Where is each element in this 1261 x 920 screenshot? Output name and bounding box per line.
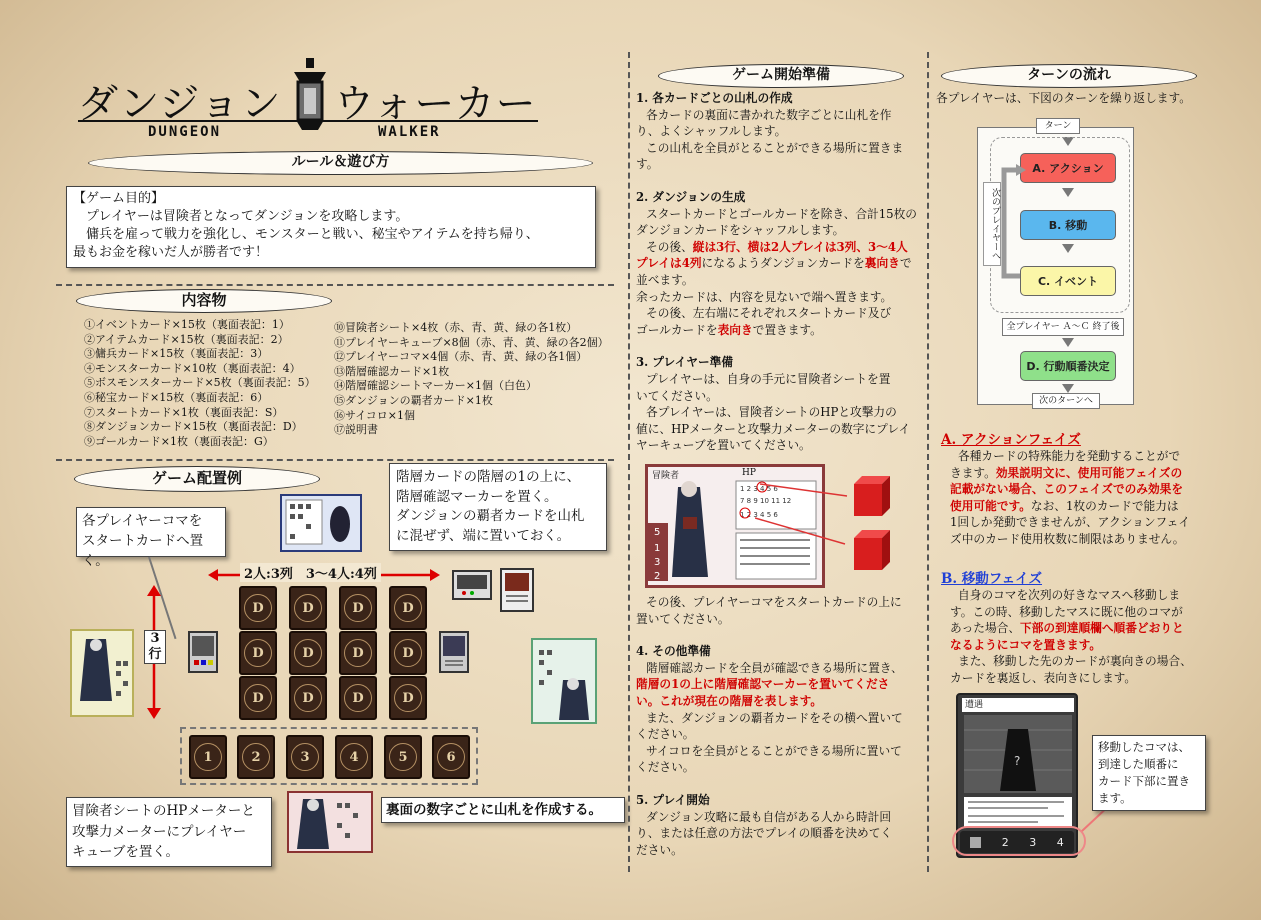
callout-sheet-line: キューブを置く。 bbox=[72, 844, 180, 860]
adventurer-sheet-yellow bbox=[70, 629, 134, 717]
card-back-label: 3 bbox=[291, 743, 319, 771]
list-item: ⑪プレイヤーキューブ×8個（赤、青、黄、緑の各2個） bbox=[334, 335, 609, 349]
emphasis-text: プレイは4列 bbox=[636, 256, 702, 271]
text-line: サイコロを全員がとることができる場所に置いて bbox=[646, 743, 902, 758]
dungeon-card bbox=[389, 676, 427, 720]
deck-pile bbox=[432, 735, 470, 779]
cube-pointer-lines bbox=[755, 478, 850, 548]
emphasis-text: い。これが現在の階層を表します。 bbox=[636, 693, 823, 708]
card-back-label: D bbox=[294, 684, 322, 712]
boss-card-thumb bbox=[500, 568, 534, 612]
emphasis-text: 縦は3行、横は2人プレイは3列、3～4人 bbox=[692, 239, 908, 254]
text-line: 各プレイヤーは、冒険者シートのHPと攻撃力の bbox=[646, 405, 897, 420]
card-back-label: D bbox=[244, 594, 272, 622]
deck-pile bbox=[286, 735, 324, 779]
svg-text:1: 1 bbox=[654, 543, 661, 554]
text-line: す。 bbox=[636, 157, 659, 172]
goal-card-thumb bbox=[452, 570, 492, 600]
goal-box bbox=[66, 186, 596, 268]
emphasis-text: 階層の1の上に階層確認マーカーを置いてくださ bbox=[636, 677, 890, 692]
card-back-label: D bbox=[244, 684, 272, 712]
text-line: ください。 bbox=[636, 727, 695, 742]
text-line: 余ったカードは、内容を見ないで端へ置きます。 bbox=[636, 289, 893, 304]
callout-order: 移動したコマは、 到達した順番に カード下部に置き ます。 bbox=[1092, 735, 1206, 811]
list-item: ⑧ダンジョンカード×15枚（裏面表記：D） bbox=[84, 420, 303, 434]
text-span: きます。 bbox=[950, 465, 996, 480]
card-back-label: D bbox=[344, 594, 372, 622]
text-line: 各種カードの特殊能力を発動することがで bbox=[958, 449, 1181, 463]
callout-floor-line: ダンジョンの覇者カードを山札 bbox=[396, 508, 585, 524]
callout-sheet-line: 冒険者シートのHPメーターと bbox=[72, 803, 255, 819]
text-line: その後、左右端にそれぞれスタートカード及び bbox=[646, 306, 892, 321]
title-jp-left: ダンジョン bbox=[78, 81, 282, 127]
goal-line-3: 最もお金を稼いだ人が勝者です！ bbox=[73, 245, 269, 260]
column-divider bbox=[927, 52, 929, 872]
list-item: ⑭階層確認シートマーカー×1個（白色） bbox=[334, 379, 537, 393]
setup-step1-title: 1. 各カードごとの山札の作成 bbox=[636, 91, 793, 105]
title-en-right: WALKER bbox=[378, 124, 441, 140]
sheet-hp-label: HP bbox=[742, 468, 756, 478]
emphasis-text: 効果説明文に、使用可能フェイズの bbox=[995, 465, 1183, 480]
callout-floor-line: 階層確認マーカーを置く。 bbox=[396, 488, 558, 505]
emphasis-text: 表向き bbox=[717, 322, 753, 337]
contents-list-right bbox=[334, 321, 619, 438]
text-span: になるようダンジョンカードを bbox=[701, 256, 865, 271]
card-back-label: 6 bbox=[437, 743, 465, 771]
deck-pile bbox=[335, 735, 373, 779]
text-line: ダンジョン攻略に最も自信がある人から時計回 bbox=[646, 809, 892, 824]
phase-d-step: D. 行動順番決定 bbox=[1020, 351, 1116, 381]
lantern-icon bbox=[288, 58, 332, 138]
text-span: で置きます。 bbox=[752, 322, 822, 337]
svg-text:1 2 3 4 5 6: 1 2 3 4 5 6 bbox=[740, 511, 778, 519]
player-cube-icon bbox=[848, 474, 892, 518]
setup-step2-title: 2. ダンジョンの生成 bbox=[636, 189, 746, 204]
list-item: ⑬階層確認カード×1枚 bbox=[334, 364, 450, 378]
card-back-label: D bbox=[294, 639, 322, 667]
card-back-label: 4 bbox=[340, 743, 368, 771]
text-line bbox=[636, 239, 926, 256]
setup-text bbox=[636, 90, 926, 454]
card-back-label: 2 bbox=[242, 743, 270, 771]
next-turn-label: 次のターンへ bbox=[1032, 393, 1100, 409]
card-back-label: D bbox=[294, 594, 322, 622]
emphasis-text: 使用可能です。 bbox=[950, 498, 1031, 513]
text-line: ヤーキューブを置いてください。 bbox=[636, 438, 811, 453]
card-back-label: D bbox=[244, 639, 272, 667]
dungeon-card bbox=[239, 631, 277, 675]
heading-contents: 内容物 bbox=[76, 289, 332, 313]
phase-b-title: B. 移動フェイズ bbox=[941, 571, 1043, 587]
list-item: ⑯サイコロ×1個 bbox=[334, 408, 416, 422]
list-item: ⑫プレイヤーコマ×4個（赤、青、黄、緑の各1個） bbox=[334, 350, 588, 364]
arrow-down bbox=[1062, 188, 1074, 197]
text-line: 1回しか発動できませんが、アクションフェイ bbox=[950, 515, 1191, 530]
title-en-left: DUNGEON bbox=[148, 124, 222, 140]
goal-line-1: プレイヤーは冒険者となってダンジョンを攻略します。 bbox=[86, 209, 409, 224]
dungeon-card bbox=[339, 586, 377, 630]
card-back-label: D bbox=[344, 684, 372, 712]
svg-text:1 2 3 4 5 6: 1 2 3 4 5 6 bbox=[740, 485, 778, 493]
callout-deck: 裏面の数字ごとに山札を作成する。 bbox=[381, 797, 625, 823]
order-slot: 3 bbox=[1029, 835, 1037, 849]
text-line: す。この時、移動したマスに既に他のコマが bbox=[950, 604, 1183, 619]
phase-b-text bbox=[950, 587, 1240, 687]
heading-rules: ルール＆遊び方 bbox=[88, 151, 593, 175]
goal-line-2: 傭兵を雇って戦力を強化し、モンスターと戦い、秘宝やアイテムを持ち帰り、 bbox=[86, 227, 539, 242]
heading-turn: ターンの流れ bbox=[941, 64, 1197, 88]
emphasis-text: 裏向き bbox=[864, 256, 900, 271]
text-line: また、移動した先のカードが裏向きの場合、 bbox=[958, 654, 1192, 669]
start-card-thumb bbox=[188, 631, 218, 673]
goal-label: 【ゲーム目的】 bbox=[73, 191, 165, 206]
arrow-down bbox=[1062, 244, 1074, 253]
turn-flow-title: ターン bbox=[1036, 118, 1080, 134]
text-line: プレイヤーは、自身の手元に冒険者シートを置 bbox=[646, 371, 891, 386]
text-line: いてください。 bbox=[636, 388, 718, 403]
emphasis-text: 記載がない場合、このフェイズでのみ効果を bbox=[950, 482, 1184, 497]
columns-label: 2人:3列 3～4人:4列 bbox=[240, 563, 381, 582]
text-line bbox=[636, 322, 926, 339]
heading-setup: ゲーム開始準備 bbox=[658, 64, 904, 88]
title-jp-right: ウォーカー bbox=[334, 81, 537, 127]
callout-start: 各プレイヤーコマを スタートカードへ置く。 bbox=[76, 507, 226, 557]
goal-card-thumb bbox=[439, 631, 469, 673]
arrow-down bbox=[1062, 338, 1074, 347]
text-line: カードを裏返し、表向きにします。 bbox=[950, 670, 1137, 685]
column-divider bbox=[628, 52, 630, 872]
list-item: ⑮ダンジョンの覇者カード×1枚 bbox=[334, 393, 493, 407]
text-line: スタートカードとゴールカードを除き、合計15枚の bbox=[646, 206, 917, 221]
phase-a-step: A. アクション bbox=[1020, 153, 1116, 183]
callout-floor-line: 階層カードの階層の1の上に、 bbox=[396, 469, 581, 485]
setup-text-2 bbox=[636, 594, 926, 858]
dungeon-card bbox=[339, 631, 377, 675]
text-line: 並べます。 bbox=[636, 272, 694, 287]
arrow-down bbox=[1062, 384, 1074, 393]
list-item: ⑦スタートカード×1枚（裏面表記：S） bbox=[84, 405, 284, 419]
text-line: ください。 bbox=[636, 760, 695, 775]
text-line: この山札を全員がとることができる場所に置きま bbox=[646, 140, 904, 155]
svg-text:3: 3 bbox=[654, 557, 661, 568]
svg-text:2: 2 bbox=[654, 571, 661, 582]
emphasis-text: 下部の到達順欄へ順番どおりと bbox=[1020, 621, 1184, 636]
dungeon-card bbox=[339, 676, 377, 720]
dungeon-card bbox=[289, 631, 327, 675]
callout-sheet bbox=[66, 797, 272, 867]
deck-pile bbox=[189, 735, 227, 779]
text-line: ダンジョンカードをシャッフルします。 bbox=[636, 223, 845, 238]
contents-list-left bbox=[84, 318, 344, 449]
card-back-label: D bbox=[394, 684, 422, 712]
text-line: また、ダンジョンの覇者カードをその横へ置いて bbox=[646, 710, 903, 725]
rows-label: 3 行 bbox=[144, 630, 166, 664]
text-line: 自身のコマを次列の好きなマスへ移動しま bbox=[958, 588, 1181, 602]
order-slot: 4 bbox=[1056, 835, 1064, 849]
order-slot: 2 bbox=[1001, 835, 1009, 849]
list-item: ④モンスターカード×10枚（裏面表記：4） bbox=[84, 361, 301, 375]
phase-a-title: A. アクションフェイズ bbox=[941, 432, 1081, 448]
all-done-label: 全プレイヤー Ａ～Ｃ 終了後 bbox=[1002, 318, 1124, 336]
text-span: その後、 bbox=[646, 239, 693, 254]
title-underline bbox=[78, 120, 538, 122]
player-cube-icon bbox=[848, 528, 892, 572]
dungeon-card bbox=[239, 586, 277, 630]
text-line: 値に、HPメーターと攻撃力メーターの数字にプレイ bbox=[636, 421, 911, 436]
text-line: り、または任意の方法でプレイの順番を決めてく bbox=[636, 826, 893, 841]
text-line: り、よくシャッフルします。 bbox=[636, 124, 787, 139]
heading-layout: ゲーム配置例 bbox=[74, 466, 320, 492]
deck-pile bbox=[384, 735, 422, 779]
text-span: ゴールカードを bbox=[636, 322, 718, 337]
adventurer-sheet-green bbox=[531, 638, 597, 724]
list-item: ⑥秘宝カード×15枚（裏面表記：6） bbox=[84, 390, 269, 404]
text-span: なお、1枚のカードで能力は bbox=[1030, 498, 1179, 513]
phase-a-text bbox=[950, 448, 1240, 548]
adventurer-sheet-red bbox=[287, 791, 373, 853]
callout-floor-line: に混ぜず、端に置いておく。 bbox=[396, 527, 571, 544]
card-back-label: 1 bbox=[194, 743, 222, 771]
list-item: ⑤ボスモンスターカード×5枚（裏面表記：5） bbox=[84, 376, 316, 390]
list-item: ⑰説明書 bbox=[334, 423, 378, 437]
list-item: ⑨ゴールカード×1枚（裏面表記：G） bbox=[84, 434, 274, 448]
setup-step5-title: 5. プレイ開始 bbox=[636, 792, 710, 807]
emphasis-text: なるようにコマを置きます。 bbox=[950, 637, 1102, 652]
turn-intro: 各プレイヤーは、下図のターンを繰り返します。 bbox=[936, 91, 1191, 105]
sheet-name: 冒険者 bbox=[652, 471, 680, 481]
svg-text:5: 5 bbox=[654, 527, 661, 538]
divider bbox=[56, 459, 614, 461]
encounter-card-title: 遭遇 bbox=[962, 698, 1074, 712]
text-line bbox=[950, 498, 1240, 515]
text-line bbox=[950, 620, 1240, 637]
svg-text:7 8 9 10 11 12: 7 8 9 10 11 12 bbox=[740, 497, 792, 505]
dungeon-card bbox=[289, 586, 327, 630]
text-line: 各カードの裏面に書かれた数字ごとに山札を作 bbox=[646, 107, 892, 122]
text-line: ださい。 bbox=[636, 842, 683, 857]
divider bbox=[56, 284, 614, 286]
dungeon-card bbox=[389, 586, 427, 630]
callout-sheet-line: 攻撃力メーターにプレイヤー bbox=[72, 823, 247, 840]
list-item: ⑩冒険者シート×4枚（赤、青、黄、緑の各1枚） bbox=[334, 321, 578, 334]
order-highlight bbox=[952, 826, 1086, 856]
dungeon-card bbox=[289, 676, 327, 720]
svg-text:?: ? bbox=[1014, 754, 1021, 768]
card-back-label: 5 bbox=[389, 743, 417, 771]
list-item: ②アイテムカード×15枚（裏面表記：2） bbox=[84, 332, 289, 346]
encounter-card-text bbox=[964, 797, 1072, 827]
deck-pile bbox=[237, 735, 275, 779]
text-line: その後、プレイヤーコマをスタートカードの上に bbox=[646, 595, 902, 609]
title-logo bbox=[78, 72, 538, 152]
phase-c-step: C. イベント bbox=[1020, 266, 1116, 296]
dungeon-card bbox=[389, 631, 427, 675]
text-line bbox=[636, 255, 926, 272]
next-player-label: 次のプレイヤーへ bbox=[983, 182, 1001, 266]
card-back-label: D bbox=[344, 639, 372, 667]
encounter-card-art bbox=[964, 715, 1072, 793]
phase-b-step: B. 移動 bbox=[1020, 210, 1116, 240]
text-line: 階層確認カードを全員が確認できる場所に置き、 bbox=[646, 660, 903, 675]
setup-step4-title: 4. その他準備 bbox=[636, 644, 711, 659]
text-line bbox=[950, 465, 1240, 482]
text-line: ズ中のカード使用枚数に制限はありません。 bbox=[950, 531, 1185, 546]
text-span: あった場合、 bbox=[950, 621, 1021, 636]
card-back-label: D bbox=[394, 594, 422, 622]
text-span: で bbox=[899, 256, 912, 271]
list-item: ③傭兵カード×15枚（裏面表記：3） bbox=[84, 347, 269, 361]
text-line: 置いてください。 bbox=[636, 611, 730, 626]
floor-card-thumb bbox=[280, 494, 362, 552]
card-back-label: D bbox=[394, 639, 422, 667]
setup-step3-title: 3. プレイヤー準備 bbox=[636, 355, 734, 370]
dungeon-card bbox=[239, 676, 277, 720]
list-item: ①イベントカード×15枚（裏面表記：1） bbox=[84, 318, 290, 331]
callout-floor bbox=[389, 463, 607, 551]
